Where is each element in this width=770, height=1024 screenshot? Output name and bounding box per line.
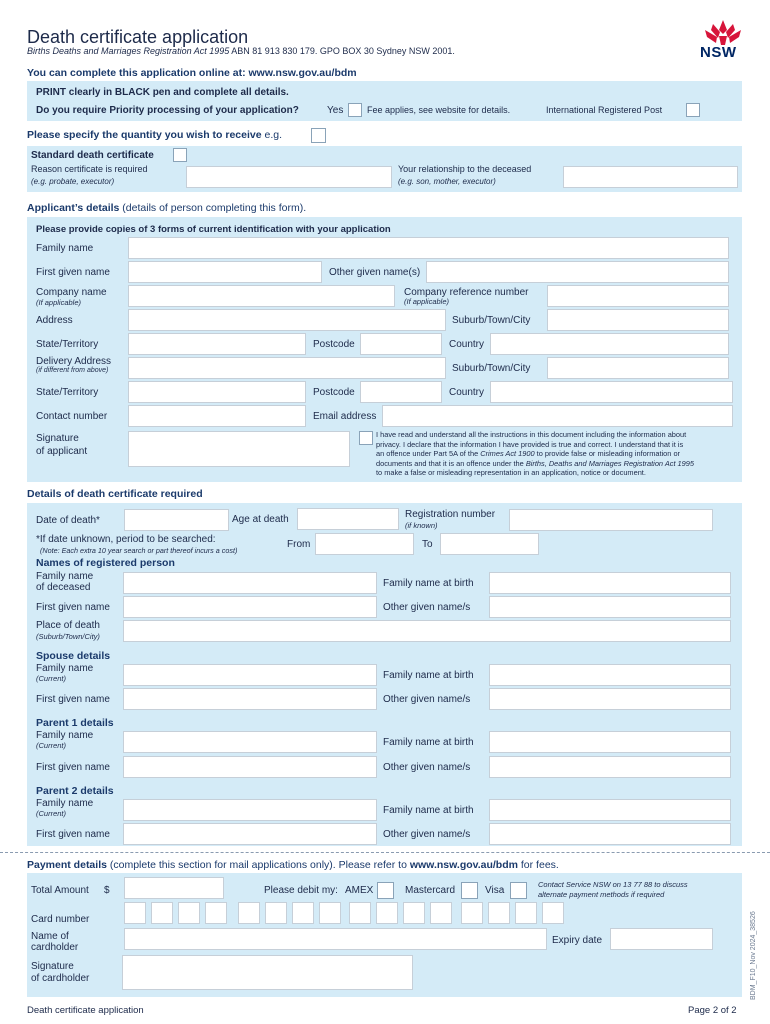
deceased-other-field[interactable] xyxy=(489,596,731,618)
logo-text: NSW xyxy=(700,44,737,61)
state-field[interactable] xyxy=(128,333,306,355)
place-of-death-note: (Suburb/Town/City) xyxy=(36,632,100,641)
parent2-family-field[interactable] xyxy=(123,799,377,821)
email-label: Email address xyxy=(313,411,377,422)
death-heading: Details of death certificate required xyxy=(27,488,203,500)
place-of-death-field[interactable] xyxy=(123,620,731,642)
place-of-death-label: Place of death xyxy=(36,620,100,631)
unknown-date-label: *If date unknown, period to be searched: xyxy=(36,534,216,545)
spouse-first-field[interactable] xyxy=(123,688,377,710)
declaration-checkbox[interactable] xyxy=(359,431,373,445)
priority-yes-checkbox[interactable] xyxy=(348,103,362,117)
expiry-label: Expiry date xyxy=(552,935,603,946)
deceased-other-label: Other given name/s xyxy=(383,602,471,613)
cardholder-sig-label-2: of cardholder xyxy=(31,973,90,984)
family-name-label: Family name xyxy=(36,243,94,254)
family-at-birth-label: Family name at birth xyxy=(383,578,474,589)
parent1-heading: Parent 1 details xyxy=(36,717,114,729)
spouse-birth-label: Family name at birth xyxy=(383,670,474,681)
cardholder-name-label-2: cardholder xyxy=(31,942,79,953)
card-digit-box[interactable] xyxy=(319,902,341,924)
parent2-birth-field[interactable] xyxy=(489,799,731,821)
applicant-signature-field[interactable] xyxy=(128,431,350,467)
company-field[interactable] xyxy=(128,285,395,307)
postcode2-field[interactable] xyxy=(360,381,442,403)
parent1-first-label: First given name xyxy=(36,762,110,773)
amex-checkbox[interactable] xyxy=(377,882,394,899)
card-digit-box[interactable] xyxy=(265,902,287,924)
standard-label: Standard death certificate xyxy=(31,150,154,161)
amex-label: AMEX xyxy=(345,885,374,896)
company-label: Company name xyxy=(36,287,107,298)
spouse-first-label: First given name xyxy=(36,694,110,705)
payment-heading: Payment details (complete this section for mail applications only). Please refer to www.nsw.gov.au/bdm for fees. xyxy=(27,859,559,871)
spouse-current-note: (Current) xyxy=(36,674,67,683)
unknown-date-note: (Note: Each extra 10 year search or part thereof incurs a cost) xyxy=(40,546,238,555)
quantity-label: Please specify the quantity you wish to receive e.g. xyxy=(27,129,283,141)
spouse-other-label: Other given name/s xyxy=(383,694,471,705)
visa-label: Visa xyxy=(485,885,505,896)
card-digit-box[interactable] xyxy=(349,902,371,924)
date-of-death-label: Date of death* xyxy=(36,515,100,526)
quantity-checkbox[interactable] xyxy=(311,128,326,143)
parent2-current-note: (Current) xyxy=(36,809,67,818)
parent2-first-field[interactable] xyxy=(123,823,377,845)
relationship-example: (e.g. son, mother, executor) xyxy=(398,177,496,186)
parent2-other-label: Other given name/s xyxy=(383,829,471,840)
online-note[interactable]: You can complete this application online at: www.nsw.gov.au/bdm xyxy=(27,67,357,79)
mastercard-label: Mastercard xyxy=(405,885,456,896)
contact-field[interactable] xyxy=(128,405,306,427)
card-digit-box[interactable] xyxy=(515,902,537,924)
parent1-birth-field[interactable] xyxy=(489,731,731,753)
spouse-heading: Spouse details xyxy=(36,650,111,662)
suburb2-field[interactable] xyxy=(547,357,729,379)
postcode-field[interactable] xyxy=(360,333,442,355)
parent2-birth-label: Family name at birth xyxy=(383,805,474,816)
card-number-label: Card number xyxy=(31,914,90,925)
card-digit-box[interactable] xyxy=(430,902,452,924)
cardholder-signature-field[interactable] xyxy=(122,955,413,990)
age-field[interactable] xyxy=(297,508,399,530)
dollar-sign: $ xyxy=(104,885,110,896)
first-given-label: First given name xyxy=(36,267,110,278)
expiry-field[interactable] xyxy=(610,928,713,950)
suburb-label: Suburb/Town/City xyxy=(452,315,531,326)
spouse-family-label: Family name xyxy=(36,663,94,674)
declaration-text: I have read and understand all the instructions in this document including the information about privacy. I declare that the information I have provided is true and correct. I understand that it is an offence under Part 5A of the Crimes Act 1900 to provide false or misleading information or documents and that it is an offence under the Births, Deaths and Marriages Registration Act 1995 to make a false or misleading representation in an application, notice or document. xyxy=(376,430,694,478)
spouse-birth-field[interactable] xyxy=(489,664,731,686)
parent1-birth-label: Family name at birth xyxy=(383,737,474,748)
family-deceased-label-1: Family name xyxy=(36,571,94,582)
state-label: State/Territory xyxy=(36,339,99,350)
intl-post-checkbox[interactable] xyxy=(686,103,700,117)
reason-example: (e.g. probate, executor) xyxy=(31,177,115,186)
cardholder-sig-label-1: Signature xyxy=(31,961,74,972)
card-digit-box[interactable] xyxy=(488,902,510,924)
parent1-family-label: Family name xyxy=(36,730,94,741)
address-field[interactable] xyxy=(128,309,446,331)
parent1-family-field[interactable] xyxy=(123,731,377,753)
date-of-death-field[interactable] xyxy=(124,509,229,531)
country-label: Country xyxy=(449,339,485,350)
fee-note: Fee applies, see website for details. xyxy=(367,105,511,115)
form-code: BDM_F10_Nov 2024_38526 xyxy=(750,911,757,1000)
company-ref-note: (If applicable) xyxy=(404,297,450,306)
delivery-field[interactable] xyxy=(128,357,446,379)
page-number: Page 2 of 2 xyxy=(688,1005,737,1016)
page-title: Death certificate application xyxy=(27,27,249,47)
cardholder-name-field[interactable] xyxy=(124,928,547,950)
relationship-field[interactable] xyxy=(563,166,738,188)
deceased-first-field[interactable] xyxy=(123,596,377,618)
card-digit-box[interactable] xyxy=(238,902,260,924)
family-name-field[interactable] xyxy=(128,237,729,259)
company-ref-field[interactable] xyxy=(547,285,729,307)
postcode2-label: Postcode xyxy=(313,387,355,398)
cardholder-name-label-1: Name of xyxy=(31,931,69,942)
state2-label: State/Territory xyxy=(36,387,99,398)
spouse-family-field[interactable] xyxy=(123,664,377,686)
applicant-heading: Applicant’s details (details of person completing this form). xyxy=(27,202,307,214)
company-ref-label: Company reference number xyxy=(404,287,529,298)
suburb2-label: Suburb/Town/City xyxy=(452,363,531,374)
parent1-other-field[interactable] xyxy=(489,756,731,778)
contact-note-1: Contact Service NSW on 13 77 88 to discuss xyxy=(538,880,688,889)
deceased-first-label: First given name xyxy=(36,602,110,613)
parent1-other-label: Other given name/s xyxy=(383,762,471,773)
relationship-label: Your relationship to the deceased xyxy=(398,164,532,174)
mastercard-checkbox[interactable] xyxy=(461,882,478,899)
card-digit-box[interactable] xyxy=(205,902,227,924)
country2-label: Country xyxy=(449,387,485,398)
to-label: To xyxy=(422,539,433,550)
visa-checkbox[interactable] xyxy=(510,882,527,899)
country2-field[interactable] xyxy=(490,381,733,403)
total-amount-field[interactable] xyxy=(124,877,224,899)
standard-checkbox[interactable] xyxy=(173,148,187,162)
parent2-first-label: First given name xyxy=(36,829,110,840)
company-note: (If applicable) xyxy=(36,298,82,307)
parent1-first-field[interactable] xyxy=(123,756,377,778)
card-digit-box[interactable] xyxy=(376,902,398,924)
family-deceased-field[interactable] xyxy=(123,572,377,594)
footer-title: Death certificate application xyxy=(27,1005,144,1016)
reg-number-label: Registration number xyxy=(405,509,496,520)
card-digit-box[interactable] xyxy=(151,902,173,924)
contact-label: Contact number xyxy=(36,411,108,422)
contact-note-2: alternate payment methods if required xyxy=(538,890,665,899)
country-field[interactable] xyxy=(490,333,729,355)
address-label: Address xyxy=(36,315,73,326)
reason-label: Reason certificate is required xyxy=(31,164,148,174)
id-note: Please provide copies of 3 forms of current identification with your application xyxy=(36,224,391,235)
card-digit-box[interactable] xyxy=(403,902,425,924)
from-label: From xyxy=(287,539,311,550)
card-digit-box[interactable] xyxy=(178,902,200,924)
delivery-label: Delivery Address xyxy=(36,356,112,367)
family-at-birth-field[interactable] xyxy=(489,572,731,594)
waratah-icon xyxy=(700,18,746,46)
from-field[interactable] xyxy=(315,533,414,555)
priority-question: Do you require Priority processing of your application? xyxy=(36,105,299,116)
card-digit-box[interactable] xyxy=(124,902,146,924)
email-field[interactable] xyxy=(382,405,733,427)
card-digit-box[interactable] xyxy=(461,902,483,924)
delivery-note: (if different from above) xyxy=(36,367,109,374)
reg-number-field[interactable] xyxy=(509,509,713,531)
family-deceased-label-2: of deceased xyxy=(36,582,91,593)
other-given-field[interactable] xyxy=(426,261,729,283)
cut-line xyxy=(0,852,770,853)
total-amount-label: Total Amount xyxy=(31,885,89,896)
page-subtitle: Births Deaths and Marriages Registration Act 1995 ABN 81 913 830 179. GPO BOX 30 Sydney NSW 2001. xyxy=(27,46,455,56)
registered-heading: Names of registered person xyxy=(36,557,175,569)
first-given-field[interactable] xyxy=(128,261,322,283)
print-note: PRINT clearly in BLACK pen and complete all details. xyxy=(36,87,289,98)
other-given-label: Other given name(s) xyxy=(329,267,421,278)
card-digit-box[interactable] xyxy=(292,902,314,924)
signature-label-1: Signature xyxy=(36,433,79,444)
reason-field[interactable] xyxy=(186,166,392,188)
to-field[interactable] xyxy=(440,533,539,555)
suburb-field[interactable] xyxy=(547,309,729,331)
age-label: Age at death xyxy=(232,514,289,525)
state2-field[interactable] xyxy=(128,381,306,403)
card-digit-box[interactable] xyxy=(542,902,564,924)
parent1-current-note: (Current) xyxy=(36,741,67,750)
parent2-family-label: Family name xyxy=(36,798,94,809)
nsw-logo xyxy=(700,18,746,62)
parent2-heading: Parent 2 details xyxy=(36,785,114,797)
debit-label: Please debit my: xyxy=(264,885,338,896)
signature-label-2: of applicant xyxy=(36,446,88,457)
priority-yes-label: Yes xyxy=(327,105,344,116)
spouse-other-field[interactable] xyxy=(489,688,731,710)
postcode-label: Postcode xyxy=(313,339,355,350)
intl-post-label: International Registered Post xyxy=(546,105,663,115)
parent2-other-field[interactable] xyxy=(489,823,731,845)
reg-number-note: (if known) xyxy=(405,521,438,530)
